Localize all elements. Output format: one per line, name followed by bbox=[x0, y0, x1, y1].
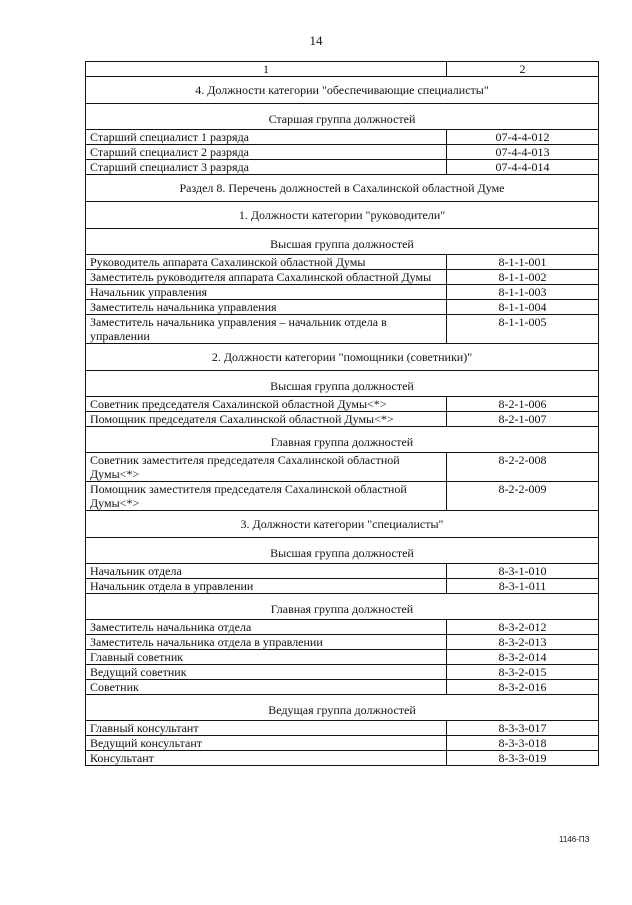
table-row bbox=[86, 751, 599, 766]
table-row bbox=[86, 453, 599, 482]
section-heading: 2. Должности категории "помощники (советники)" bbox=[86, 344, 599, 371]
table-row bbox=[86, 255, 599, 270]
section-heading: Раздел 8. Перечень должностей в Сахалинской областной Думе bbox=[86, 175, 599, 202]
position-code: 8-2-2-009 bbox=[447, 482, 599, 511]
section-heading-row bbox=[86, 511, 599, 538]
position-code: 8-3-2-015 bbox=[447, 665, 599, 680]
position-name: Заместитель начальника отдела bbox=[86, 620, 447, 635]
group-heading-row bbox=[86, 427, 599, 453]
table-row bbox=[86, 397, 599, 412]
position-name: Советник bbox=[86, 680, 447, 695]
position-name: Начальник отдела bbox=[86, 564, 447, 579]
section-heading-row bbox=[86, 175, 599, 202]
table-row bbox=[86, 579, 599, 594]
group-heading-row bbox=[86, 538, 599, 564]
position-code: 8-3-2-012 bbox=[447, 620, 599, 635]
section-heading: 1. Должности категории "руководители" bbox=[86, 202, 599, 229]
section-heading: 4. Должности категории "обеспечивающие специалисты" bbox=[86, 77, 599, 104]
position-code: 8-3-3-017 bbox=[447, 721, 599, 736]
position-code: 8-2-1-007 bbox=[447, 412, 599, 427]
group-heading: Старшая группа должностей bbox=[86, 104, 599, 130]
group-heading: Высшая группа должностей bbox=[86, 538, 599, 564]
group-heading: Высшая группа должностей bbox=[86, 229, 599, 255]
position-name: Ведущий советник bbox=[86, 665, 447, 680]
table-row bbox=[86, 680, 599, 695]
group-heading: Высшая группа должностей bbox=[86, 371, 599, 397]
table-row bbox=[86, 721, 599, 736]
table-row bbox=[86, 145, 599, 160]
section-heading-row bbox=[86, 77, 599, 104]
column-number-1: 1 bbox=[86, 62, 447, 77]
position-name: Старший специалист 1 разряда bbox=[86, 130, 447, 145]
position-code: 07-4-4-014 bbox=[447, 160, 599, 175]
position-name: Заместитель начальника управления – начальник отдела в управлении bbox=[86, 315, 447, 344]
position-name: Помощник заместителя председателя Сахалинской областной Думы<*> bbox=[86, 482, 447, 511]
table-row bbox=[86, 564, 599, 579]
table-row bbox=[86, 130, 599, 145]
position-code: 8-1-1-004 bbox=[447, 300, 599, 315]
group-heading-row bbox=[86, 229, 599, 255]
position-name: Заместитель начальника управления bbox=[86, 300, 447, 315]
table-row bbox=[86, 635, 599, 650]
group-heading: Главная группа должностей bbox=[86, 427, 599, 453]
position-code: 8-3-2-013 bbox=[447, 635, 599, 650]
position-code: 8-2-1-006 bbox=[447, 397, 599, 412]
page-number: 14 bbox=[309, 33, 323, 48]
table-row bbox=[86, 412, 599, 427]
position-name: Главный консультант bbox=[86, 721, 447, 736]
group-heading: Ведущая группа должностей bbox=[86, 695, 599, 721]
document-code: 1146-ПЗ bbox=[559, 835, 590, 844]
table-row bbox=[86, 160, 599, 175]
positions-table bbox=[85, 61, 599, 766]
position-code: 8-3-2-014 bbox=[447, 650, 599, 665]
section-heading-row bbox=[86, 344, 599, 371]
table-row bbox=[86, 650, 599, 665]
position-code: 8-3-3-019 bbox=[447, 751, 599, 766]
position-name: Главный советник bbox=[86, 650, 447, 665]
position-code: 8-1-1-005 bbox=[447, 315, 599, 344]
position-name: Руководитель аппарата Сахалинской областной Думы bbox=[86, 255, 447, 270]
table-row bbox=[86, 482, 599, 511]
position-code: 8-1-1-002 bbox=[447, 270, 599, 285]
position-name: Заместитель руководителя аппарата Сахалинской областной Думы bbox=[86, 270, 447, 285]
table-row bbox=[86, 285, 599, 300]
table-header-row bbox=[86, 62, 599, 77]
position-code: 8-3-2-016 bbox=[447, 680, 599, 695]
position-name: Заместитель начальника отдела в управлении bbox=[86, 635, 447, 650]
group-heading-row bbox=[86, 104, 599, 130]
table-row bbox=[86, 300, 599, 315]
group-heading-row bbox=[86, 695, 599, 721]
position-code: 8-2-2-008 bbox=[447, 453, 599, 482]
position-name: Начальник управления bbox=[86, 285, 447, 300]
column-number-2: 2 bbox=[447, 62, 599, 77]
position-name: Ведущий консультант bbox=[86, 736, 447, 751]
positions-table-body bbox=[86, 62, 599, 766]
section-heading-row bbox=[86, 202, 599, 229]
position-code: 8-3-1-010 bbox=[447, 564, 599, 579]
position-name: Старший специалист 2 разряда bbox=[86, 145, 447, 160]
table-row bbox=[86, 665, 599, 680]
group-heading: Главная группа должностей bbox=[86, 594, 599, 620]
group-heading-row bbox=[86, 371, 599, 397]
table-row bbox=[86, 620, 599, 635]
table-row bbox=[86, 736, 599, 751]
position-name: Советник заместителя председателя Сахалинской областной Думы<*> bbox=[86, 453, 447, 482]
position-code: 8-1-1-001 bbox=[447, 255, 599, 270]
section-heading: 3. Должности категории "специалисты" bbox=[86, 511, 599, 538]
position-name: Старший специалист 3 разряда bbox=[86, 160, 447, 175]
position-name: Советник председателя Сахалинской областной Думы<*> bbox=[86, 397, 447, 412]
position-name: Начальник отдела в управлении bbox=[86, 579, 447, 594]
group-heading-row bbox=[86, 594, 599, 620]
position-code: 07-4-4-012 bbox=[447, 130, 599, 145]
position-name: Помощник председателя Сахалинской областной Думы<*> bbox=[86, 412, 447, 427]
table-row bbox=[86, 315, 599, 344]
position-code: 07-4-4-013 bbox=[447, 145, 599, 160]
position-code: 8-3-1-011 bbox=[447, 579, 599, 594]
position-name: Консультант bbox=[86, 751, 447, 766]
position-code: 8-3-3-018 bbox=[447, 736, 599, 751]
position-code: 8-1-1-003 bbox=[447, 285, 599, 300]
table-row bbox=[86, 270, 599, 285]
